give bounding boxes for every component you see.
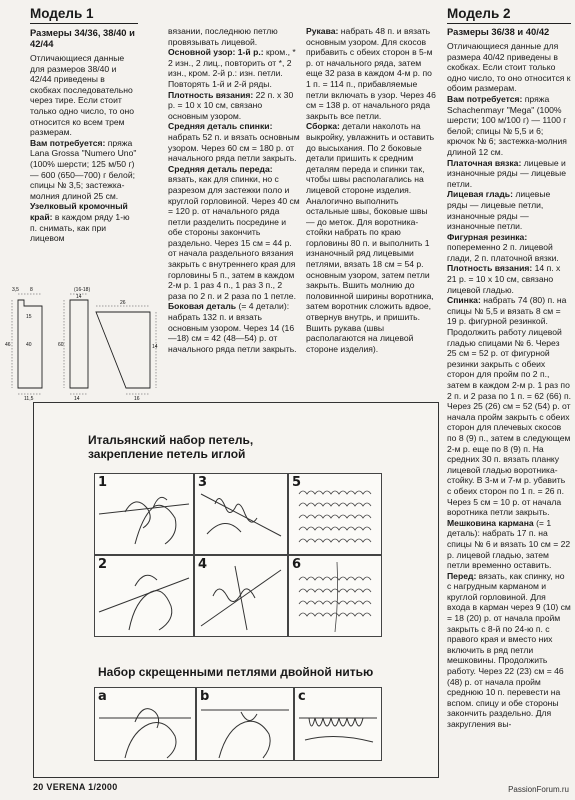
- model1-sizes: Размеры 34/36, 38/40 и 42/44: [30, 27, 135, 49]
- m2-p5: Плотность вязания: 14 п. x 21 р. = 10 x 10 см, связано лицевой гладью.: [447, 263, 561, 295]
- model1-materials: Вам потребуется: пряжа Lana Grossa "Numero Uno" (100% шерсти; 125 м/50 г) — 600 (650—700) г белой; спицы № 3,5; застежка-молния длиной 25 см.: [30, 137, 137, 201]
- dim-label: 14: [74, 396, 80, 402]
- figure-number: 4: [198, 557, 208, 572]
- needle-loops-illustration: [195, 556, 287, 636]
- figure-letter: a: [98, 689, 107, 704]
- dim-label: 14: [152, 344, 158, 350]
- knit-fabric-illustration: [289, 556, 381, 636]
- pattern-schematic: [4, 258, 164, 402]
- m1c2-p3: Средняя деталь спинки: набрать 52 п. и вязать основным узором. Через 60 см = 180 р. от начального ряда петли закрыть.: [168, 121, 300, 164]
- m2-p8: Перед: вязать, как спинку, но с нагрудным карманом и круглой горловиной. Для входа в карман через 9 (10) см = 18 (20) р. от начала пройм закрыть с 8-й по 24-ю п. с правого края и вместо них включить в ряд петли мешковины. Продолжить работу. Через 22 (23) см = 46 (48) р. от начала пройм среднюю 10 п. перевести на вспом. спицу и обе стороны закончить раздельно. Для закругления вы-: [447, 570, 571, 729]
- model1-intro: Отличающиеся данные для размеров 38/40 и 42/44 приведены в скобках последовательно через тире. Если стоит только одно число, то оно относится ко всем трем размерам.: [30, 53, 135, 138]
- dim-label: 40: [26, 342, 32, 348]
- figure-3: [194, 473, 288, 555]
- dim-label: 26: [120, 300, 126, 306]
- dim-label: 46: [5, 342, 11, 348]
- dim-label: 60: [58, 342, 64, 348]
- double-thread-hand-illustration: [95, 688, 195, 760]
- figure-6: [288, 555, 382, 637]
- figure-2: [94, 555, 194, 637]
- dim-label: 14: [76, 294, 82, 300]
- needle-loops-illustration: [195, 474, 287, 554]
- double-thread-hand-illustration: [197, 688, 293, 760]
- m2-p0: Отличающиеся данные для размера 40/42 приведены в скобках. Если стоит только одно число, то оно относится к обоим размерам.: [447, 41, 571, 94]
- dim-label: 11,5: [24, 396, 34, 402]
- model1-column3: [306, 26, 438, 354]
- panel-title-crossed-cast-on: Набор скрещенными петлями двойной нитью: [98, 665, 374, 679]
- figure-letter: c: [298, 689, 306, 704]
- model1-edge: Узелковый кромочный край: в каждом ряду 1-ю п. снимать, как при лицевом: [30, 201, 130, 244]
- m2-p4: Фигурная резинка: попеременно 2 п. лицевой глади, 2 п. платочной вязки.: [447, 231, 559, 263]
- figure-1: [94, 473, 194, 555]
- m2-p2: Платочная вязка: лицевые и изнаночные ряды — лицевые петли.: [447, 157, 567, 189]
- model1-column1: [30, 6, 138, 244]
- page-footer: 20 VERENA 1/2000: [33, 782, 118, 792]
- figure-number: 3: [198, 475, 208, 490]
- model2-title: Модель 2: [447, 6, 571, 24]
- m1c2-p0: вязании, последнюю петлю провязывать лицевой.: [168, 26, 278, 47]
- m1c2-p4: Средняя деталь переда: вязать, как для спинки, но с разрезом для застежки поло и круглой горловиной. Через 40 см = 120 р. от начального ряда петли разделить посредине и обе стороны закончить раздельно. Через 15 см = 44 р. от начала раздельного вязания закрыть с внутреннего края для горловины 5 п., затем в каждом 2-м р. 1 раз 4 п., 1 раз 3 п., 2 раза по 2 п. и 2 раза по 1 петле.: [168, 163, 300, 301]
- m2-p1: Вам потребуется: пряжа Schachenmayr "Mega" (100% шерсти; 100 м/100 г) — 1100 г белой; спицы № 5,5 и 6; крючок № 6; застежка-молния длиной 12 см.: [447, 93, 567, 157]
- model2-header: [447, 6, 571, 27]
- panel-title-italian-cast-on: Итальянский набор петель, закрепление петель иглой: [88, 433, 254, 461]
- figure-a: [94, 687, 196, 761]
- m1c3-p1: Сборка: детали наколоть на выкройку, увлажнить и оставить до высыхания. По 2 боковые детали пришить к средним деталям переда и спинки так, чтобы швы располагались на лицевой стороне изделия. Аналогично выполнить остальные швы, боковые швы — до меток. Для воротника-стойки набрать по краю горловины 80 п. и выполнить 1 изнаночный ряд лицевыми петлями, вязать 18 см = 54 р. основным узором, затем петли закрыть. Вшить молнию до половинной ширины воротника, затем воротник сложить вдвое, отвернув внутрь, и пришить. Вшить рукава (швы располагаются на лицевой стороне изделия).: [306, 121, 435, 354]
- dim-label: 8: [30, 287, 33, 293]
- m1c2-p5: Боковая деталь (= 4 детали): набрать 132 п. и вязать основным узором. Через 14 (16—18) см = 42 (48—54) р. от начального ряда петли закрыть.: [168, 301, 297, 354]
- m1c2-p1: Основной узор: 1-й р.: кром., * 2 изн., 2 лиц., повторить от *, 2 изн., кром. 2-й р.: изн. петли. Повторять 1-й и 2-й ряды.: [168, 47, 296, 89]
- figure-number: 2: [98, 557, 108, 572]
- m1c2-p2: Плотность вязания: 22 п. x 30 р. = 10 x 10 см, связано основным узором.: [168, 89, 294, 121]
- knit-fabric-illustration: [289, 474, 381, 554]
- model1-column2: [168, 26, 300, 354]
- figure-c: [294, 687, 382, 761]
- m2-p6: Спинка: набрать 74 (80) п. на спицы № 5,5 и вязать 8 см = 19 р. фигурной резинкой. Продолжить работу лицевой гладью спицами № 6. Через 25 см = 52 р. от фигурной резинки закрыть с обеих сторон для пройм по 2 п., затем в каждом 2-м р. 1 раз по 2 п. и 2 раза по 1 п. = 62 (66) п. Через 25 (26) см = 52 (54) р. от начала пройм закрыть с обеих сторон для плечевых скосов по 8 (9) п., затем в следующем 2-м р. еще по 8 (9) п. На средних 30 п. вязать планку лицевой гладью воротника-стойку. В 3-м и 7-м р. убавить с обеих сторон по 1 п. = 26 п. Через 5 см = 10 р. от начала воротника петли закрыть.: [447, 295, 572, 518]
- figure-letter: b: [200, 689, 210, 704]
- schematic-side-piece: [70, 300, 88, 388]
- figure-b: [196, 687, 294, 761]
- figure-number: 6: [292, 557, 302, 572]
- schematic-sleeve-piece: [96, 312, 150, 388]
- m1c3-p0: Рукава: набрать 48 п. и вязать основным узором. Для скосов прибавить с обеих сторон в 5-м р. от начального ряда, затем еще 32 раза в каждом 4-м р. по 1 п. = 114 п., прибавляемые петли включать в узор. Через 46 см = 138 р. от начального ряда закрыть все петли.: [306, 26, 436, 121]
- site-watermark: PassionForum.ru: [508, 785, 569, 794]
- dim-label: 15: [26, 314, 32, 320]
- figure-5: [288, 473, 382, 555]
- dim-label: 16: [134, 396, 140, 402]
- figure-number: 1: [98, 475, 108, 490]
- model2-column: [447, 26, 571, 730]
- cast-on-row-illustration: [295, 688, 381, 760]
- dim-label: (16-18): [74, 287, 91, 293]
- needle-hand-illustration: [95, 474, 193, 554]
- needle-hand-illustration: [95, 556, 193, 636]
- figure-4: [194, 555, 288, 637]
- m2-p7: Мешковина кармана (= 1 деталь): набрать 17 п. на спицы № 6 и вязать 10 см = 22 р. лицевой гладью, затем петли временно оставить.: [447, 517, 571, 571]
- dim-label: 3,5: [12, 287, 19, 293]
- model2-sizes: Размеры 36/38 и 40/42: [447, 26, 550, 37]
- model1-title: Модель 1: [30, 6, 138, 24]
- technique-panel: [33, 402, 439, 778]
- figure-number: 5: [292, 475, 302, 490]
- m2-p3: Лицевая гладь: лицевые ряды — лицевые петли, изнаночные ряды — изнаночные петли.: [447, 189, 551, 232]
